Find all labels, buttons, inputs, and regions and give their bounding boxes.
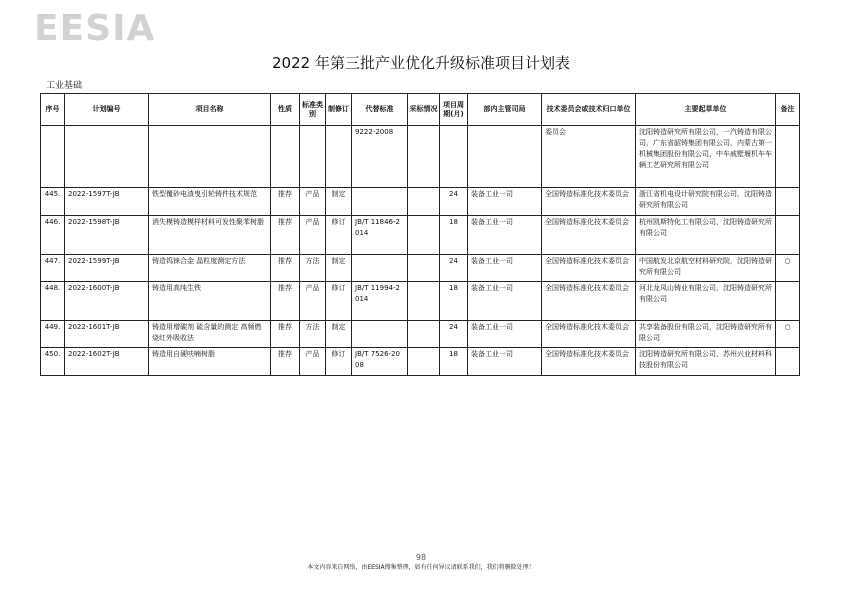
cell-period: 18 <box>440 216 468 255</box>
cell-adoption <box>408 126 440 188</box>
cell-revision: 修订 <box>326 282 352 321</box>
cell-replaces: JB/T 7526-2008 <box>352 348 408 376</box>
cell-seq: 445. <box>41 188 65 216</box>
cell-period: 18 <box>440 282 468 321</box>
cell-nature: 推荐 <box>271 188 300 216</box>
cell-revision: 修订 <box>326 348 352 376</box>
cell-plan-no: 2022-1600T-JB <box>65 282 149 321</box>
header-name: 项目名称 <box>149 94 271 126</box>
cell-committee: 全国铸造标准化技术委员会 <box>542 188 636 216</box>
cell-plan-no: 2022-1597T-JB <box>65 188 149 216</box>
cell-revision: 修订 <box>326 216 352 255</box>
cell-revision: 制定 <box>326 188 352 216</box>
cell-name: 铸造钨铼合金 晶粒度测定方法 <box>149 255 271 282</box>
cell-remark <box>776 126 800 188</box>
header-seq: 序号 <box>41 94 65 126</box>
cell-nature: 推荐 <box>271 321 300 348</box>
cell-category <box>300 126 326 188</box>
cell-drafter: 河北龙凤山铸业有限公司，沈阳铸造研究所有限公司 <box>636 282 776 321</box>
cell-adoption <box>408 321 440 348</box>
cell-replaces <box>352 255 408 282</box>
header-period: 项目周期(月) <box>440 94 468 126</box>
cell-name: 铸造用自硬呋喃树脂 <box>149 348 271 376</box>
cell-nature: 推荐 <box>271 255 300 282</box>
table-row <box>41 188 800 216</box>
header-drafter: 主要起草单位 <box>636 94 776 126</box>
cell-name: 消失模铸造模样材料可发性聚苯树脂 <box>149 216 271 255</box>
table-row <box>41 255 800 282</box>
header-plan-no: 计划编号 <box>65 94 149 126</box>
cell-replaces: JB/T 11994-2014 <box>352 282 408 321</box>
cell-nature <box>271 126 300 188</box>
cell-nature: 推荐 <box>271 348 300 376</box>
table-row <box>41 348 800 376</box>
cell-category: 产品 <box>300 282 326 321</box>
cell-remark <box>776 216 800 255</box>
header-nature: 性质 <box>271 94 300 126</box>
cell-dept: 装备工业一司 <box>468 216 542 255</box>
cell-dept <box>468 126 542 188</box>
section-label: 工业基础 <box>46 81 83 91</box>
cell-revision: 制定 <box>326 321 352 348</box>
standards-plan-table <box>40 93 800 376</box>
table-row <box>41 282 800 321</box>
page-title: 2022 年第三批产业优化升级标准项目计划表 <box>272 54 570 72</box>
cell-remark <box>776 348 800 376</box>
cell-committee: 全国铸造标准化技术委员会 <box>542 255 636 282</box>
cell-committee: 全国铸造标准化技术委员会 <box>542 216 636 255</box>
cell-period: 24 <box>440 321 468 348</box>
cell-drafter: 浙江省机电设计研究院有限公司，沈阳铸造研究所有限公司 <box>636 188 776 216</box>
cell-category: 方法 <box>300 255 326 282</box>
cell-dept: 装备工业一司 <box>468 188 542 216</box>
cell-seq: 449. <box>41 321 65 348</box>
cell-name <box>149 126 271 188</box>
cell-drafter: 沈阳铸造研究所有限公司，苏州兴业材料科技股份有限公司 <box>636 348 776 376</box>
cell-dept: 装备工业一司 <box>468 255 542 282</box>
cell-plan-no: 2022-1599T-JB <box>65 255 149 282</box>
cell-category: 方法 <box>300 321 326 348</box>
cell-committee: 全国铸造标准化技术委员会 <box>542 321 636 348</box>
footer-note: 本文内容来自网络，由EESIA搜集整理，如有任何异议请联系我们，我们将删除处理！ <box>307 564 535 571</box>
table-row <box>41 216 800 255</box>
cell-committee: 全国铸造标准化技术委员会 <box>542 282 636 321</box>
cell-category: 产品 <box>300 188 326 216</box>
cell-adoption <box>408 216 440 255</box>
header-dept: 部内主管司局 <box>468 94 542 126</box>
cell-remark <box>776 188 800 216</box>
cell-seq <box>41 126 65 188</box>
cell-replaces: 9222-2008 <box>352 126 408 188</box>
cell-committee: 全国铸造标准化技术委员会 <box>542 348 636 376</box>
cell-seq: 447. <box>41 255 65 282</box>
cell-nature: 推荐 <box>271 282 300 321</box>
cell-drafter: 沈阳铸造研究所有限公司，一汽铸造有限公司，广东省韶铸集团有限公司，内蒙古第一机械集团股份有限公司，中车戚墅堰机车车辆工艺研究所有限公司 <box>636 126 776 188</box>
cell-replaces <box>352 188 408 216</box>
cell-seq: 450. <box>41 348 65 376</box>
table-row <box>41 126 800 188</box>
cell-category: 产品 <box>300 216 326 255</box>
table-header-row <box>41 94 800 126</box>
cell-remark: ○ <box>776 321 800 348</box>
header-category: 标准类别 <box>300 94 326 126</box>
cell-dept: 装备工业一司 <box>468 348 542 376</box>
cell-committee: 委员会 <box>542 126 636 188</box>
header-remark: 备注 <box>776 94 800 126</box>
cell-seq: 446. <box>41 216 65 255</box>
cell-replaces: JB/T 11846-2014 <box>352 216 408 255</box>
cell-drafter: 杭州凯斯特化工有限公司，沈阳铸造研究所有限公司 <box>636 216 776 255</box>
header-committee: 技术委员会或技术归口单位 <box>542 94 636 126</box>
cell-period <box>440 126 468 188</box>
cell-replaces <box>352 321 408 348</box>
cell-name: 铸造用高纯生铁 <box>149 282 271 321</box>
cell-remark <box>776 282 800 321</box>
cell-name: 铸造用增碳剂 硫含量的测定 高频燃烧红外吸收法 <box>149 321 271 348</box>
cell-name: 铁型覆砂电渣曳引轮铸件技术规范 <box>149 188 271 216</box>
cell-period: 24 <box>440 255 468 282</box>
cell-adoption <box>408 282 440 321</box>
cell-drafter: 中国航发北京航空材料研究院，沈阳铸造研究所有限公司 <box>636 255 776 282</box>
cell-revision <box>326 126 352 188</box>
header-adoption: 采标情况 <box>408 94 440 126</box>
page-number: 98 <box>415 553 427 562</box>
table-row <box>41 321 800 348</box>
header-replaces: 代替标准 <box>352 94 408 126</box>
cell-nature: 推荐 <box>271 216 300 255</box>
cell-adoption <box>408 348 440 376</box>
cell-adoption <box>408 188 440 216</box>
cell-plan-no: 2022-1601T-JB <box>65 321 149 348</box>
cell-dept: 装备工业一司 <box>468 282 542 321</box>
cell-dept: 装备工业一司 <box>468 321 542 348</box>
cell-plan-no: 2022-1598T-JB <box>65 216 149 255</box>
eesia-watermark-logo: EESIA <box>34 8 156 49</box>
cell-remark: ○ <box>776 255 800 282</box>
header-revision: 制修订 <box>326 94 352 126</box>
cell-seq: 448. <box>41 282 65 321</box>
cell-plan-no: 2022-1602T-JB <box>65 348 149 376</box>
cell-adoption <box>408 255 440 282</box>
cell-drafter: 共享装备股份有限公司，沈阳铸造研究所有限公司 <box>636 321 776 348</box>
cell-period: 24 <box>440 188 468 216</box>
cell-revision: 制定 <box>326 255 352 282</box>
cell-category: 产品 <box>300 348 326 376</box>
cell-plan-no <box>65 126 149 188</box>
cell-period: 18 <box>440 348 468 376</box>
